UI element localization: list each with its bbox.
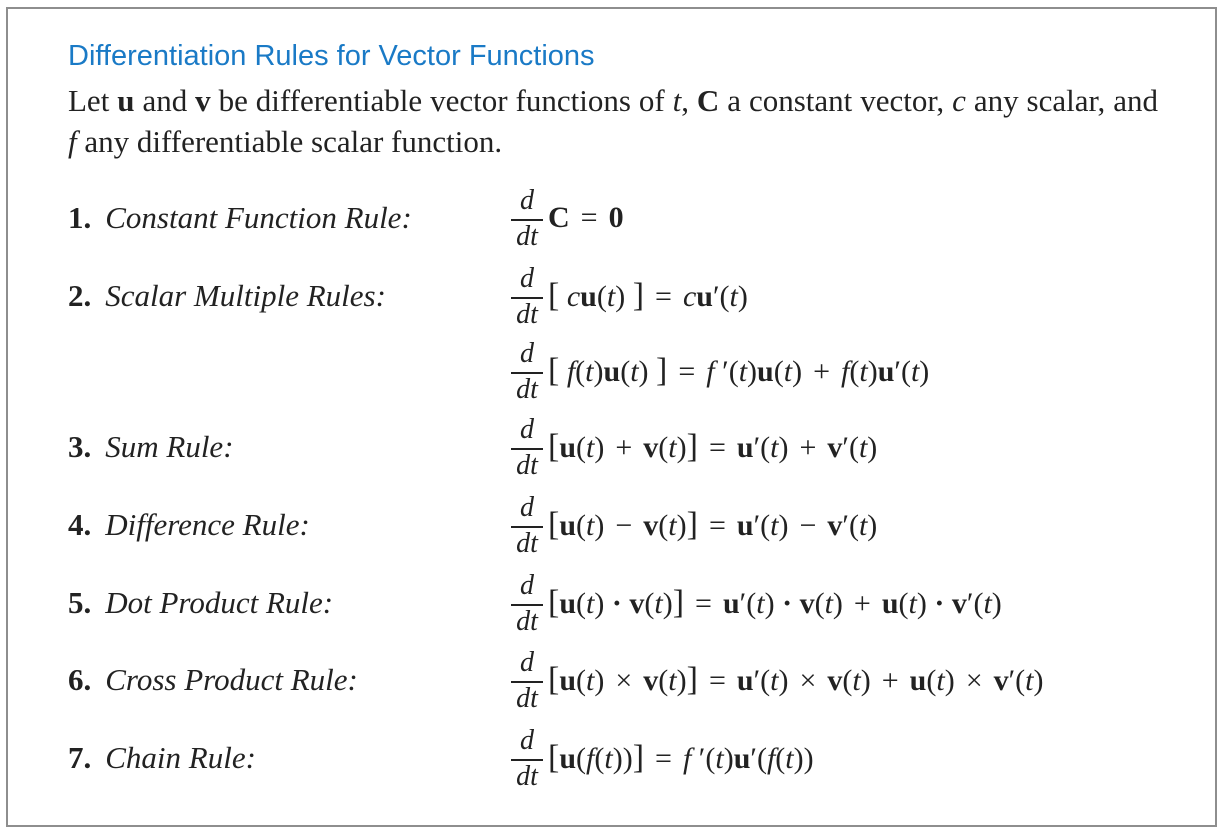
rule-6-label: 6. Cross Product Rule: [68, 662, 358, 697]
rule-3-label: 3. Sum Rule: [68, 429, 234, 464]
box-title: Differentiation Rules for Vector Functions [68, 40, 595, 72]
rule-5-label: 5. Dot Product Rule: [68, 585, 334, 620]
rule-2-label: 2. Scalar Multiple Rules: [68, 278, 386, 313]
rule-7-label: 7. Chain Rule: [68, 740, 256, 775]
rule-1-label: 1. Constant Function Rule: [68, 200, 412, 235]
rule-4-label: 4. Difference Rule: [68, 507, 310, 542]
intro-paragraph: Let u and v be differentiable vector functions of t, C a constant vector, c any scalar, and f any differentiable scalar function. [68, 83, 1159, 159]
